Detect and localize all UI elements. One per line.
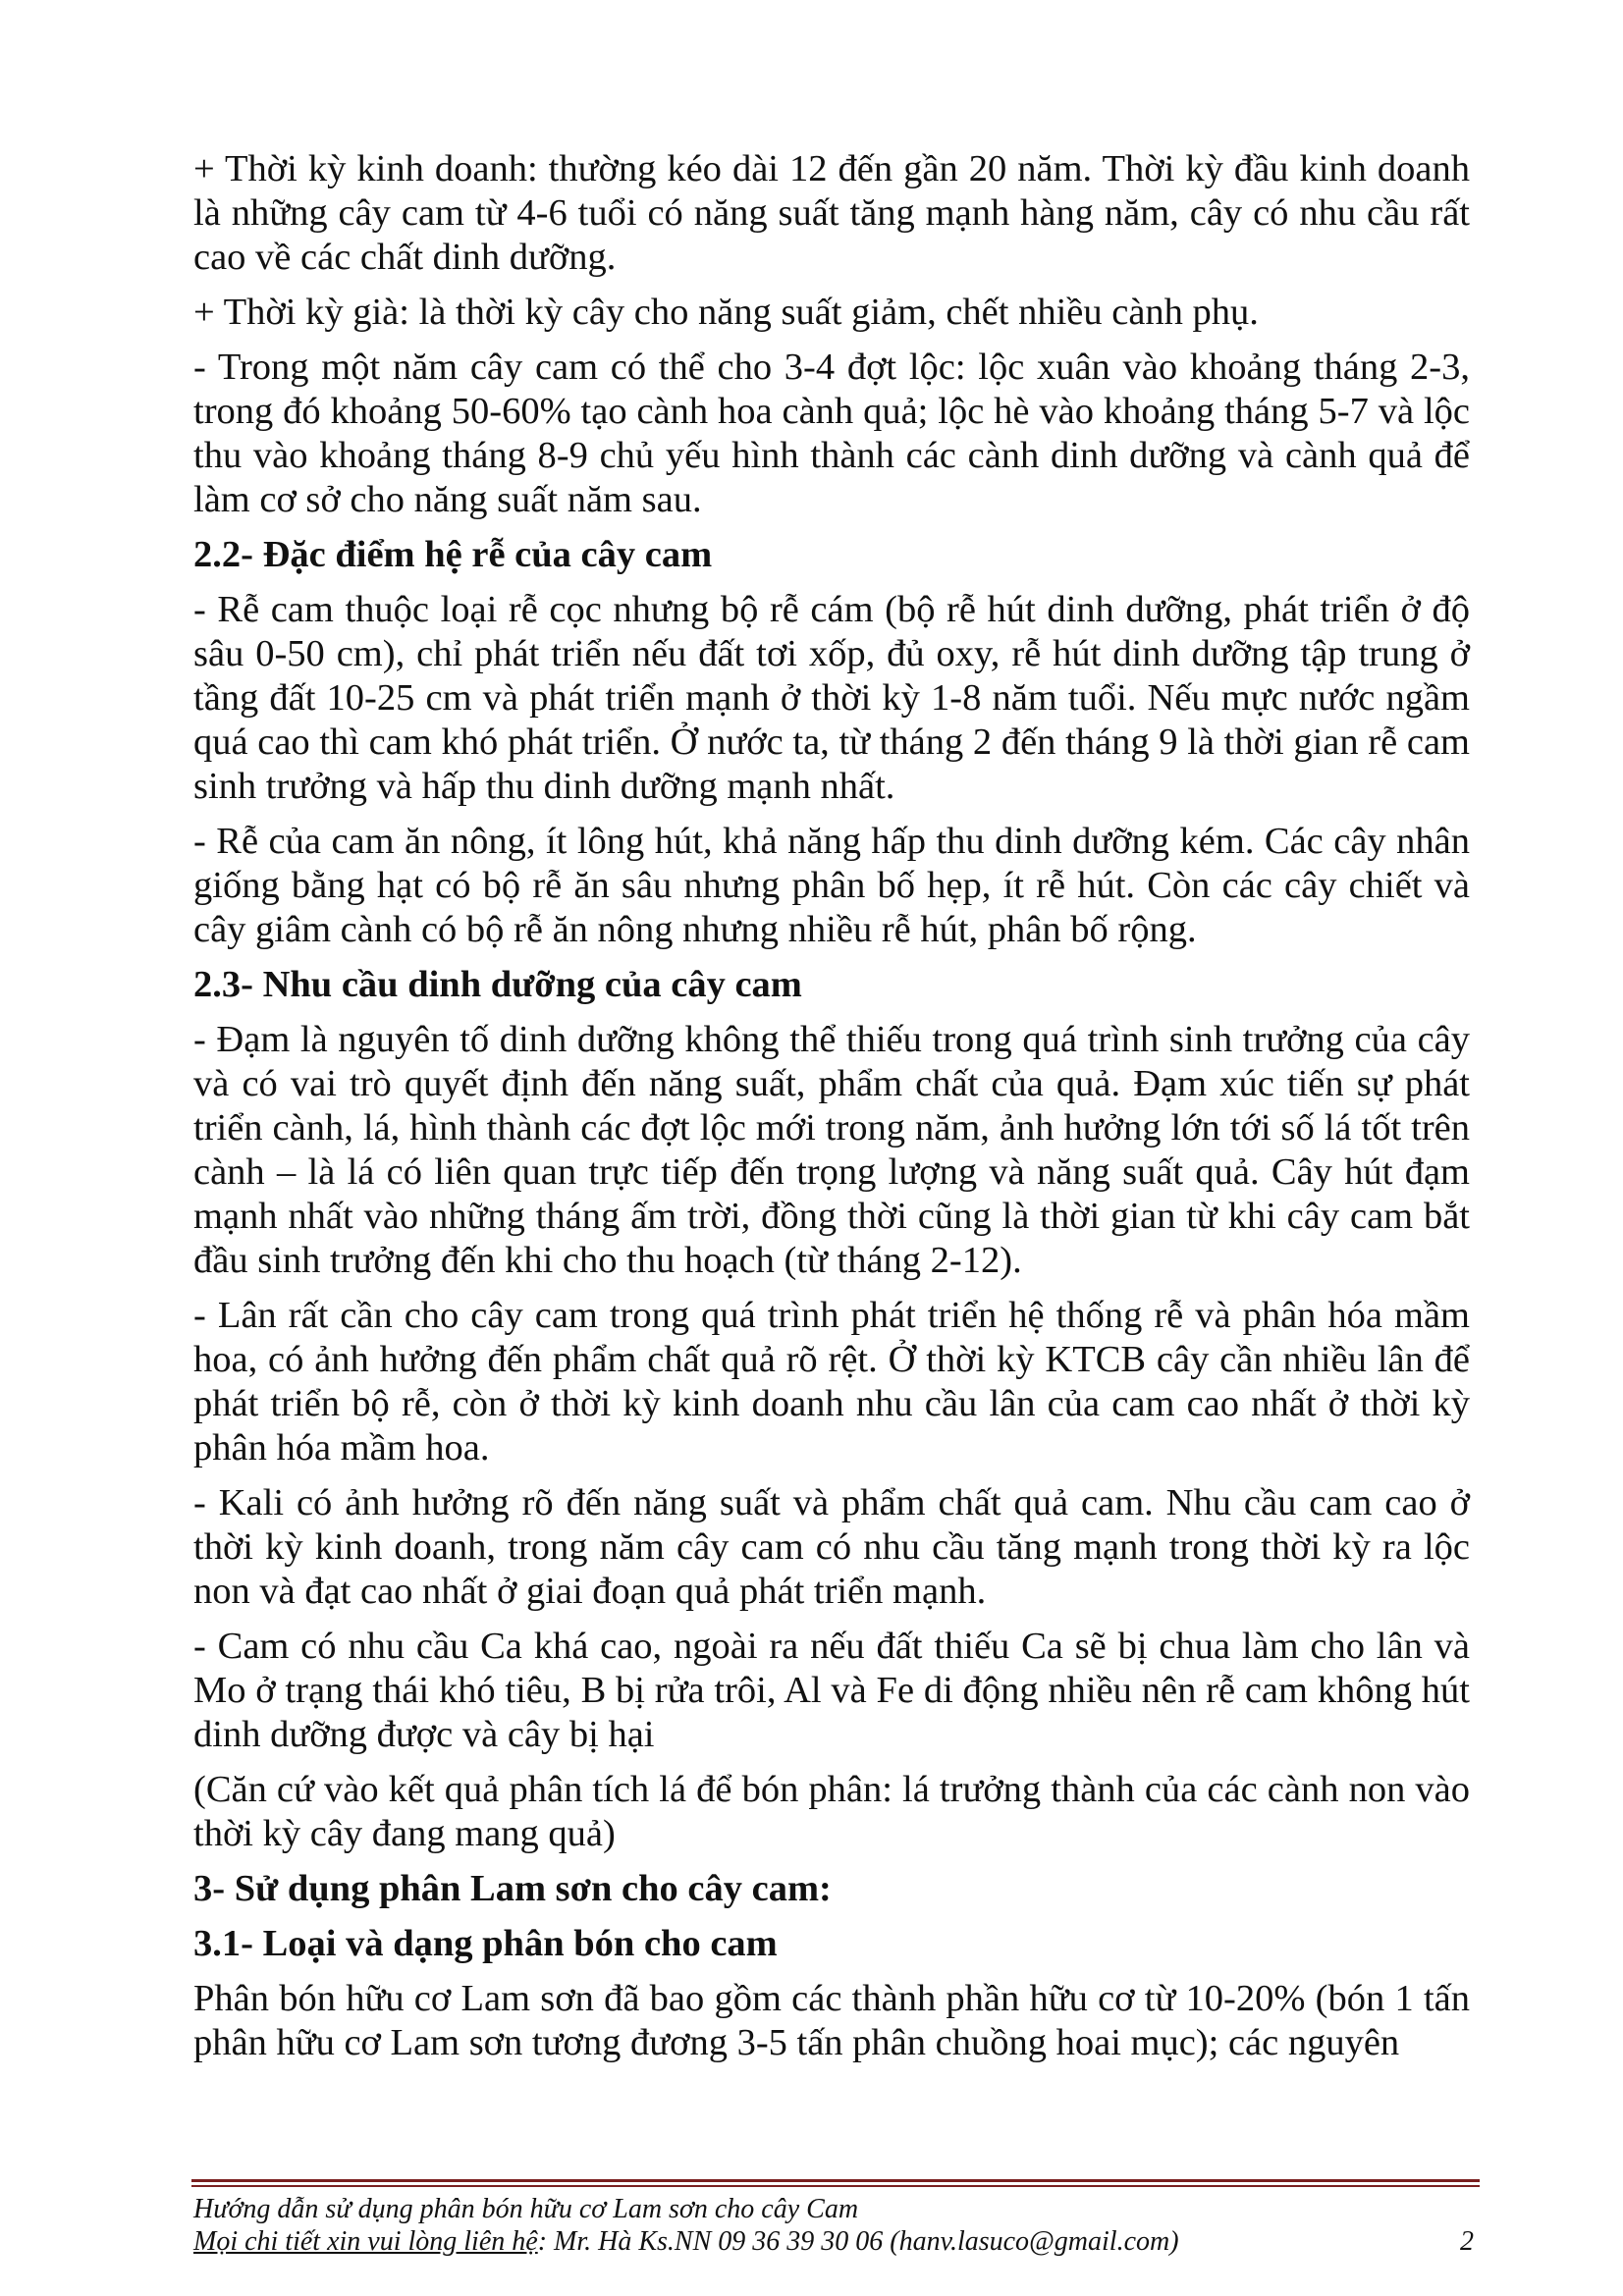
section-heading: 2.3- Nhu cầu dinh dưỡng của cây cam bbox=[193, 964, 802, 1005]
subsection-heading: 3.1- Loại và dạng phân bón cho cam bbox=[193, 1923, 778, 1964]
paragraph: - Cam có nhu cầu Ca khá cao, ngoài ra nếu đất thiếu Ca sẽ bị chua làm cho lân và Mo ở trạng thái khó tiêu, B bị rửa trôi, Al và Fe di động nhiều nên rễ cam không hút dinh dưỡng được và cây bị hại bbox=[193, 1626, 1470, 1755]
footer-divider bbox=[191, 2179, 1480, 2182]
section-heading: 3- Sử dụng phân Lam sơn cho cây cam: bbox=[193, 1868, 832, 1909]
paragraph: Phân bón hữu cơ Lam sơn đã bao gồm các thành phần hữu cơ từ 10-20% (bón 1 tấn phân hữu cơ Lam sơn tương đương 3-5 tấn phân chuồng hoai mục); các nguyên bbox=[193, 1978, 1470, 2063]
paragraph: - Rễ cam thuộc loại rễ cọc nhưng bộ rễ cám (bộ rễ hút dinh dưỡng, phát triển ở độ sâu 0-50 cm), chỉ phát triển nếu đất tơi xốp, đủ oxy, rễ hút dinh dưỡng tập trung ở tầng đất 10-25 cm và phát triển mạnh ở thời kỳ 1-8 năm tuổi. Nếu mực nước ngầm quá cao thì cam khó phát triển. Ở nước ta, từ tháng 2 đến tháng 9 là thời gian rễ cam sinh trưởng và hấp thu dinh dưỡng mạnh nhất. bbox=[193, 589, 1470, 807]
page-number: 2 bbox=[1460, 2226, 1474, 2257]
paragraph: - Trong một năm cây cam có thể cho 3-4 đợt lộc: lộc xuân vào khoảng tháng 2-3, trong đó khoảng 50-60% tạo cành hoa cành quả; lộc hè vào khoảng tháng 5-7 và lộc thu vào khoảng tháng 8-9 chủ yếu hình thành các cành dinh dưỡng và cành quả để làm cơ sở cho năng suất năm sau. bbox=[193, 347, 1470, 520]
footer-title: Hướng dẫn sử dụng phân bón hữu cơ Lam sơn cho cây Cam bbox=[193, 2194, 859, 2224]
page-footer bbox=[193, 2193, 1474, 2258]
footer-contact-details: : Mr. Hà Ks.NN 09 36 39 30 06 (hanv.lasuco@gmail.com) bbox=[537, 2226, 1179, 2257]
paragraph: - Đạm là nguyên tố dinh dưỡng không thể thiếu trong quá trình sinh trưởng của cây và có vai trò quyết định đến năng suất, phẩm chất của quả. Đạm xúc tiến sự phát triển cành, lá, hình thành các đợt lộc mới trong năm, ảnh hưởng lớn tới số lá tốt trên cành – là lá có liên quan trực tiếp đến trọng lượng và năng suất quả. Cây hút đạm mạnh nhất vào những tháng ấm trời, đồng thời cũng là thời gian từ khi cây cam bắt đầu sinh trưởng đến khi cho thu hoạch (từ tháng 2-12). bbox=[193, 1019, 1470, 1281]
paragraph: (Căn cứ vào kết quả phân tích lá để bón phân: lá trưởng thành của các cành non vào thời kỳ cây đang mang quả) bbox=[193, 1769, 1470, 1854]
paragraph: + Thời kỳ già: là thời kỳ cây cho năng suất giảm, chết nhiều cành phụ. bbox=[193, 292, 1259, 333]
footer-contact bbox=[193, 2225, 1474, 2258]
footer-divider bbox=[191, 2185, 1480, 2187]
section-heading: 2.2- Đặc điểm hệ rễ của cây cam bbox=[193, 534, 713, 575]
paragraph: + Thời kỳ kinh doanh: thường kéo dài 12 đến gần 20 năm. Thời kỳ đầu kinh doanh là những cây cam từ 4-6 tuổi có năng suất tăng mạnh hàng năm, cây có nhu cầu rất cao về các chất dinh dưỡng. bbox=[193, 148, 1470, 278]
paragraph: - Kali có ảnh hưởng rõ đến năng suất và phẩm chất quả cam. Nhu cầu cam cao ở thời kỳ kinh doanh, trong năm cây cam có nhu cầu tăng mạnh trong thời kỳ ra lộc non và đạt cao nhất ở giai đoạn quả phát triển mạnh. bbox=[193, 1482, 1470, 1612]
document-body bbox=[193, 147, 1470, 2076]
footer-contact-label: Mọi chi tiết xin vui lòng liên hệ bbox=[193, 2226, 538, 2257]
paragraph: - Lân rất cần cho cây cam trong quá trình phát triển hệ thống rễ và phân hóa mầm hoa, có ảnh hưởng đến phẩm chất quả rõ rệt. Ở thời kỳ KTCB cây cần nhiều lân để phát triển bộ rễ, còn ở thời kỳ kinh doanh nhu cầu lân của cam cao nhất ở thời kỳ phân hóa mầm hoa. bbox=[193, 1295, 1470, 1468]
paragraph: - Rễ của cam ăn nông, ít lông hút, khả năng hấp thu dinh dưỡng kém. Các cây nhân giống bằng hạt có bộ rễ ăn sâu nhưng phân bố hẹp, ít rễ hút. Còn các cây chiết và cây giâm cành có bộ rễ ăn nông nhưng nhiều rễ hút, phân bố rộng. bbox=[193, 821, 1470, 950]
